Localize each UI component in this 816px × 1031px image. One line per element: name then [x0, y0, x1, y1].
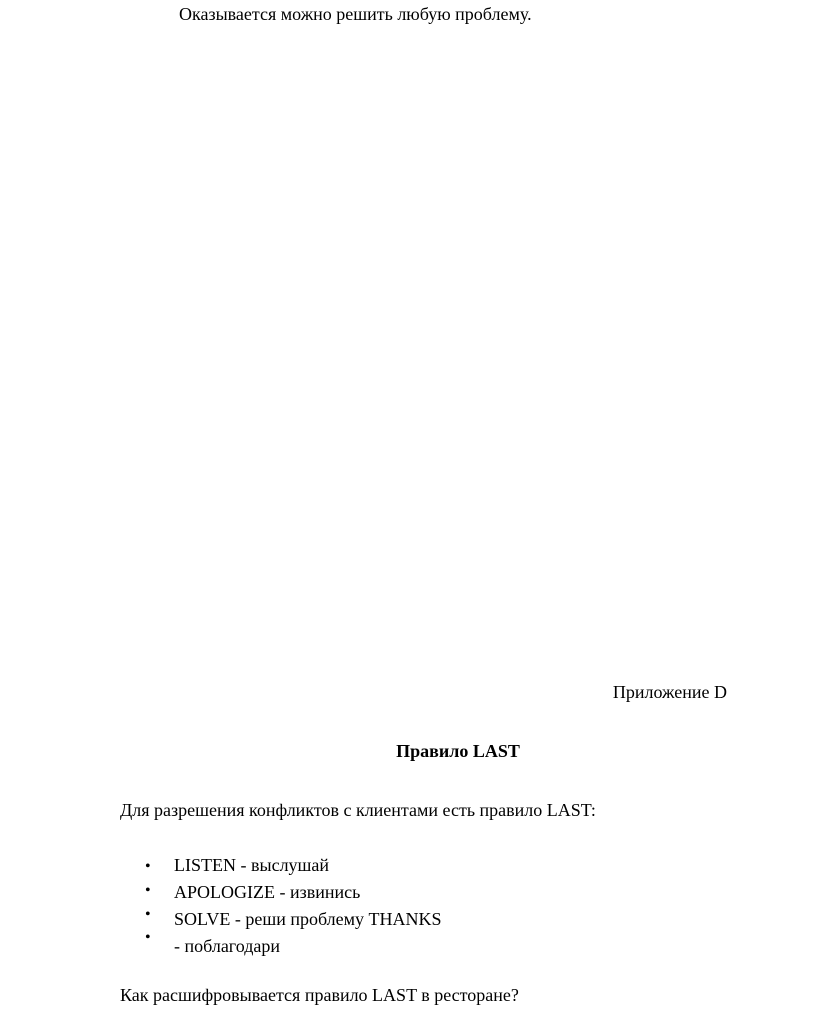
rule-item-thanks: - поблагодари — [174, 936, 281, 956]
intro-paragraph: Для разрешения конфликтов с клиентами есть правило LAST: — [120, 800, 596, 820]
rule-item-apologize: APOLOGIZE - извинись — [174, 882, 361, 902]
bullet-icon: • — [145, 929, 151, 946]
question-paragraph: Как расшифровывается правило LAST в ресторане? — [120, 985, 519, 1005]
appendix-label: Приложение D — [612, 682, 727, 702]
top-line-text: Оказывается можно решить любую проблему. — [179, 4, 532, 24]
rule-item-listen: LISTEN - выслушай — [174, 855, 330, 875]
bullet-icon: • — [145, 858, 151, 875]
section-title: Правило LAST — [396, 741, 520, 761]
rule-item-solve: SOLVE - реши проблему THANKS — [174, 909, 442, 929]
bullet-icon: • — [145, 906, 151, 923]
bullet-icon: • — [145, 882, 151, 899]
